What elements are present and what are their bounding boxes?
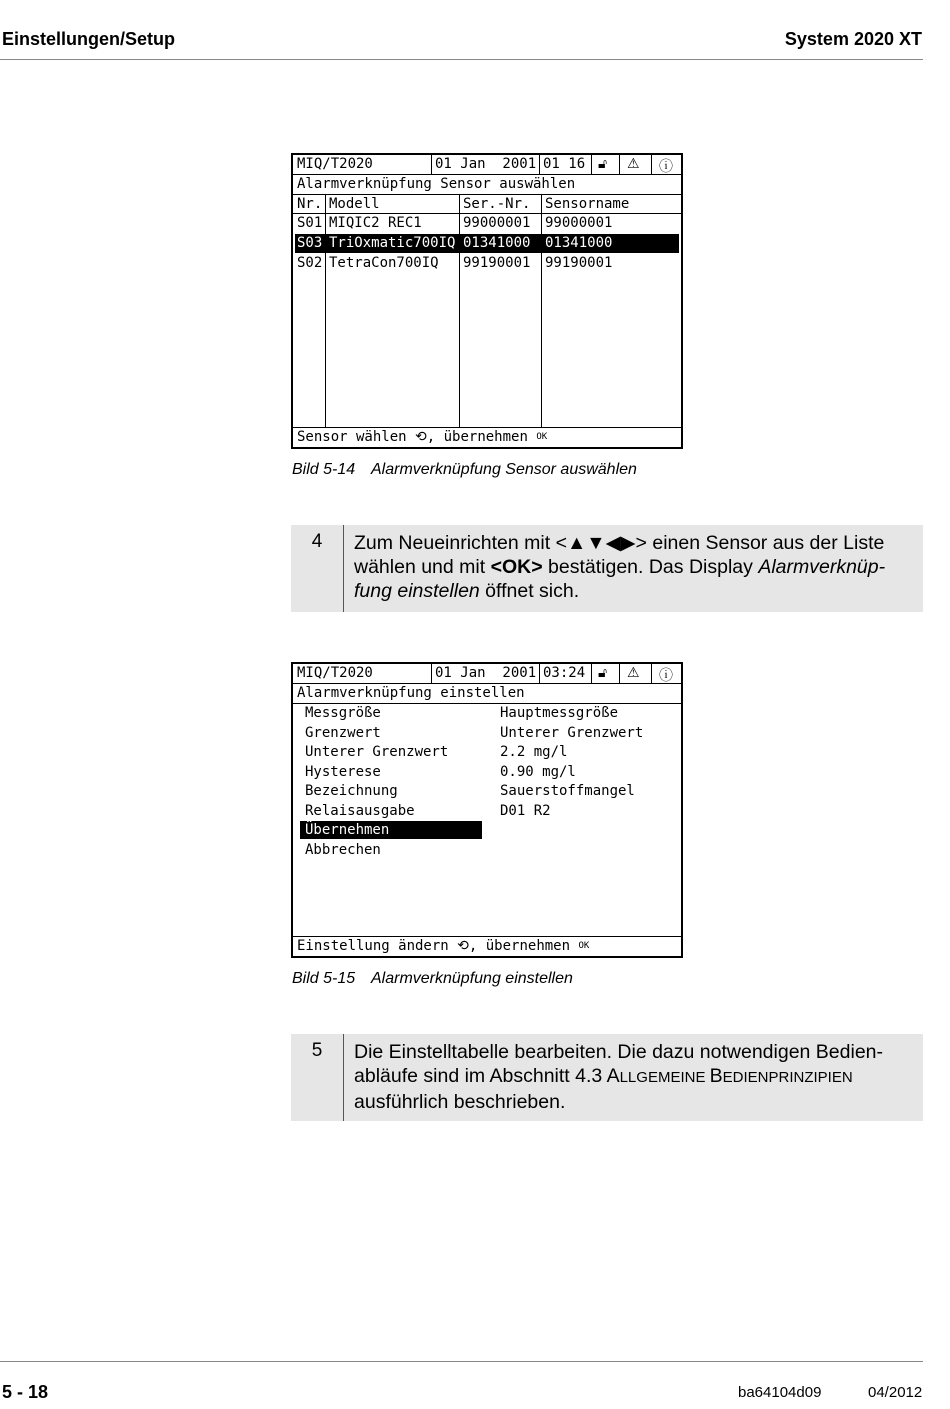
caption-text: Alarmverknüpfung Sensor auswählen xyxy=(371,461,637,478)
row-model: TetraCon700IQ xyxy=(329,255,439,271)
row-nr: S01 xyxy=(297,215,323,231)
row-serial: 99000001 xyxy=(463,215,531,231)
setting-value: 2.2 mg/l xyxy=(500,744,568,760)
info-icon: ⓘ xyxy=(659,668,673,684)
display-alarm-config xyxy=(291,662,683,958)
status-time: 03:24 xyxy=(543,665,586,681)
lock-icon: 🔓︎ xyxy=(598,156,608,172)
status-bar xyxy=(293,664,681,684)
warning-icon: ⚠ xyxy=(627,665,640,681)
setting-row[interactable] xyxy=(293,763,681,782)
status-bar xyxy=(293,155,681,175)
step-number: 4 xyxy=(311,531,323,552)
row-model: TriOxmatic700IQ xyxy=(329,235,456,251)
rotate-icon: ⟲ xyxy=(457,938,469,954)
cancel-option-label: Abbrechen xyxy=(305,841,381,858)
display-title: Alarmverknüpfung einstellen xyxy=(293,684,681,704)
footer-rule xyxy=(0,1361,923,1362)
ok-key-label: <OK> xyxy=(490,556,543,578)
status-device: MIQ/T2020 xyxy=(297,665,373,681)
footer-hint-select: Sensor wählen xyxy=(297,429,416,445)
setting-label: Grenzwert xyxy=(305,724,381,741)
setting-label: Hysterese xyxy=(305,763,381,780)
caption-text: Alarmverknüpfung einstellen xyxy=(371,970,573,987)
setting-value: 0.90 mg/l xyxy=(500,763,576,780)
column-header-sensorname: Sensorname xyxy=(545,196,630,212)
setting-label: Unterer Grenzwert xyxy=(305,744,449,760)
display-sensor-select xyxy=(291,153,683,449)
figure-caption xyxy=(292,970,573,988)
cancel-option[interactable] xyxy=(293,841,681,860)
apply-option-label: Übernehmen xyxy=(305,822,390,838)
display-title: Alarmverknüpfung Sensor auswählen xyxy=(293,175,681,195)
column-header-nr: Nr. xyxy=(297,196,323,212)
document-date: 04/2012 xyxy=(868,1384,923,1401)
lock-icon: 🔓︎ xyxy=(598,665,608,681)
table-header xyxy=(293,195,681,214)
setting-value: Hauptmessgröße xyxy=(500,705,619,721)
document-id: ba64104d09 xyxy=(738,1384,822,1401)
footer-hint-confirm: , übernehmen xyxy=(468,938,579,954)
ok-key-icon: OK xyxy=(578,941,590,951)
apply-option-selected[interactable] xyxy=(293,821,681,840)
setting-value: Unterer Grenzwert xyxy=(500,724,644,741)
rotate-icon: ⟲ xyxy=(415,429,427,445)
step-text: Die Einstelltabelle bearbeiten. Die dazu notwendigen Bedien-abläufe sind im Abschnitt 4.3 ALLGEMEINE BEDIENPRINZIPIEN ausführlich beschrieben. xyxy=(354,1041,884,1113)
header-product-name: System 2020 XT xyxy=(784,29,922,49)
setting-row[interactable] xyxy=(293,782,681,801)
row-nr: S03 xyxy=(297,235,323,251)
caption-number: Bild 5-15 xyxy=(292,970,356,987)
setting-label: Relaisausgabe xyxy=(305,802,415,819)
setting-value: D01 R2 xyxy=(500,802,551,819)
setting-label: Messgröße xyxy=(305,705,381,721)
arrow-keys-label: <▲▼◀▶> xyxy=(555,532,647,554)
column-header-model: Modell xyxy=(329,196,380,212)
row-name: 99000001 xyxy=(545,215,613,231)
status-device: MIQ/T2020 xyxy=(297,156,373,172)
column-header-serial: Ser.-Nr. xyxy=(463,196,531,212)
caption-number: Bild 5-14 xyxy=(292,461,356,478)
ok-key-icon: OK xyxy=(536,432,548,442)
table-row-selected[interactable] xyxy=(295,234,679,253)
setting-label: Bezeichnung xyxy=(305,783,398,799)
status-date: 01 Jan 2001 xyxy=(435,665,537,681)
footer-hint-change: Einstellung ändern xyxy=(297,938,458,954)
table-row[interactable] xyxy=(293,254,681,273)
setting-row[interactable] xyxy=(293,724,681,743)
status-time: 01 16 xyxy=(543,156,586,172)
footer-hint-confirm: , übernehmen xyxy=(426,429,537,445)
step-number: 5 xyxy=(311,1040,323,1061)
row-serial: 99190001 xyxy=(463,255,531,271)
setting-row[interactable] xyxy=(293,704,681,723)
header-section-title: Einstellungen/Setup xyxy=(2,29,176,49)
instruction-step xyxy=(291,1034,923,1121)
header-rule xyxy=(0,59,923,60)
display-footer-hint xyxy=(293,936,681,956)
setting-row[interactable] xyxy=(293,743,681,762)
setting-value: Sauerstoffmangel xyxy=(500,783,635,799)
row-model: MIQIC2 REC1 xyxy=(329,215,422,231)
figure-caption xyxy=(292,461,637,479)
sensor-table xyxy=(293,195,681,427)
instruction-step xyxy=(291,525,923,612)
setting-row[interactable] xyxy=(293,802,681,821)
row-nr: S02 xyxy=(297,255,323,271)
display-name: Alarmverknüp-fung einstellen xyxy=(354,556,886,602)
row-serial: 01341000 xyxy=(463,235,531,251)
row-name: 99190001 xyxy=(545,255,613,271)
settings-list xyxy=(293,704,681,936)
status-date: 01 Jan 2001 xyxy=(435,156,537,172)
page-number: 5 - 18 xyxy=(2,1382,49,1402)
step-text: Zum Neueinrichten mit <▲▼◀▶> einen Sensor aus der Liste wählen und mit <OK> bestätigen. Das Display Alarmverknüp-fung einstellen öffnet sich. xyxy=(354,532,886,602)
warning-icon: ⚠ xyxy=(627,156,640,172)
display-footer-hint xyxy=(293,427,681,447)
table-row[interactable] xyxy=(293,214,681,233)
info-icon: ⓘ xyxy=(659,159,673,175)
row-name: 01341000 xyxy=(545,235,613,251)
